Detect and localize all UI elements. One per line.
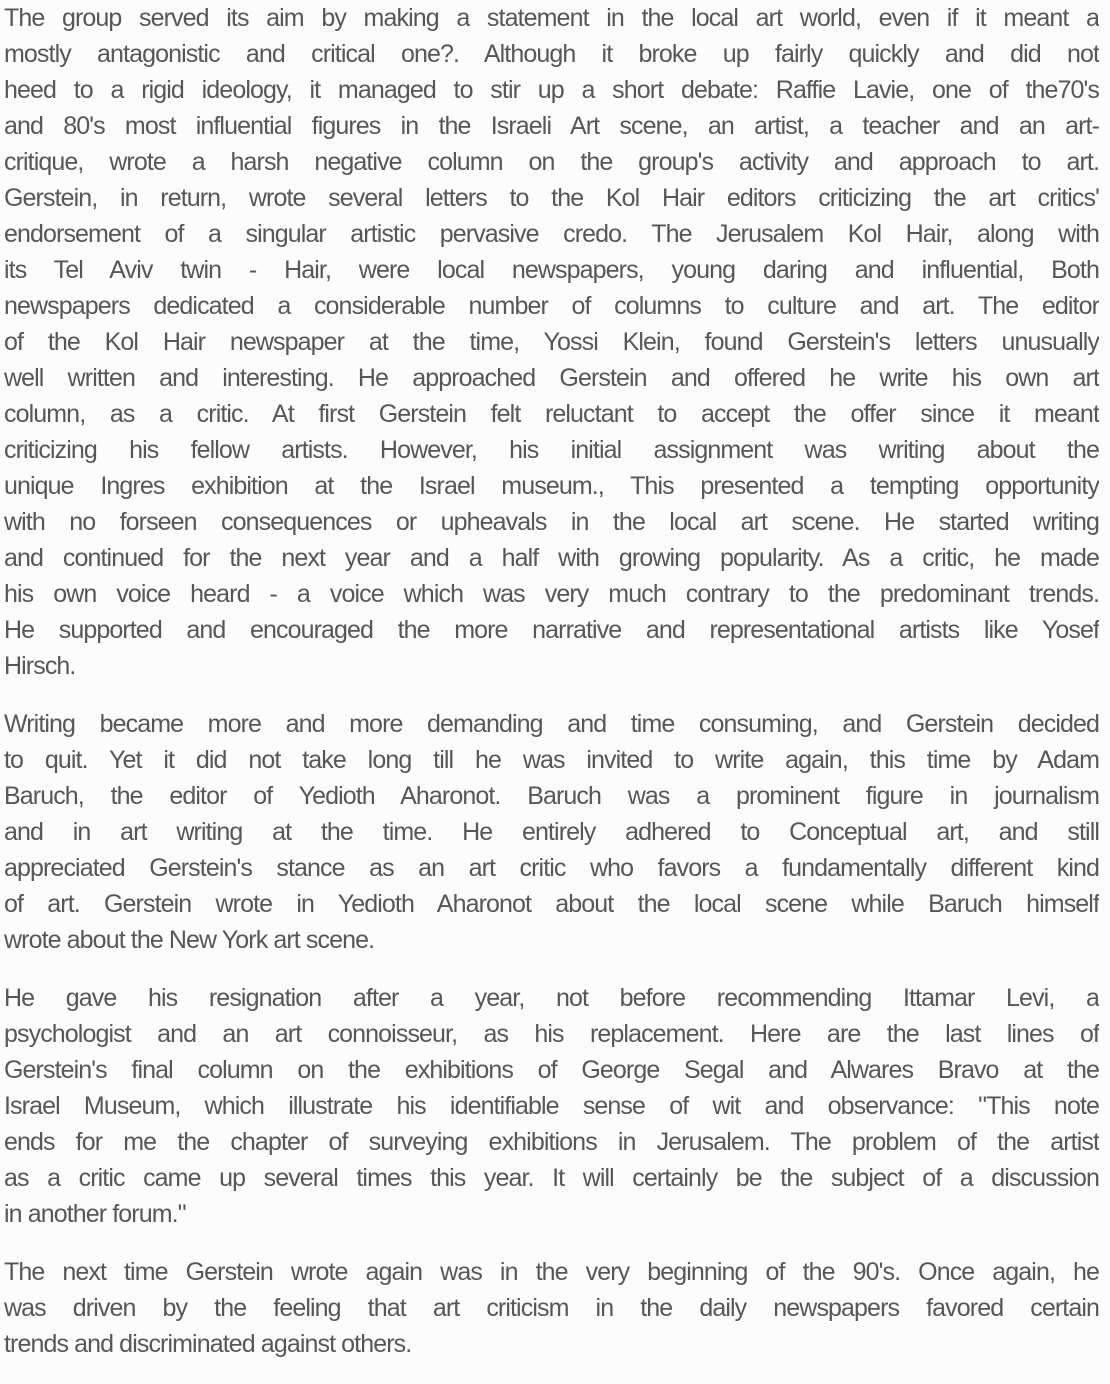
text-line: his own voice heard - a voice which was very much contrary to the predominant trends. xyxy=(4,580,1099,608)
text-line: mostly antagonistic and critical one?. Although it broke up fairly quickly and did not xyxy=(4,40,1099,68)
text-line: The group served its aim by making a statement in the local art world, even if it meant a xyxy=(4,4,1099,32)
document-body xyxy=(4,0,1099,1384)
text-line: was driven by the feeling that art criticism in the daily newspapers favored certain xyxy=(4,1294,1099,1322)
text-line: in another forum." xyxy=(4,1200,186,1228)
text-line: and continued for the next year and a half with growing popularity. As a critic, he made xyxy=(4,544,1099,572)
text-line: Gerstein's final column on the exhibitions of George Segal and Alwares Bravo at the xyxy=(4,1056,1099,1084)
text-line: The next time Gerstein wrote again was in the very beginning of the 90's. Once again, he xyxy=(4,1258,1099,1286)
text-line: Israel Museum, which illustrate his identifiable sense of wit and observance: "This note xyxy=(4,1092,1099,1120)
text-line: He supported and encouraged the more narrative and representational artists like Yosef xyxy=(4,616,1099,644)
text-line: Hirsch. xyxy=(4,652,76,680)
text-line: and in art writing at the time. He entirely adhered to Conceptual art, and still xyxy=(4,818,1099,846)
text-line: newspapers dedicated a considerable number of columns to culture and art. The editor xyxy=(4,292,1099,320)
text-line: critique, wrote a harsh negative column on the group's activity and approach to art. xyxy=(4,148,1099,176)
paragraph-4 xyxy=(4,1254,1099,1362)
paragraph-1 xyxy=(4,0,1099,684)
text-line: well written and interesting. He approached Gerstein and offered he write his own art xyxy=(4,364,1099,392)
text-line: as a critic came up several times this year. It will certainly be the subject of a discussion xyxy=(4,1164,1099,1192)
text-line: psychologist and an art connoisseur, as his replacement. Here are the last lines of xyxy=(4,1020,1099,1048)
text-line: appreciated Gerstein's stance as an art critic who favors a fundamentally different kind xyxy=(4,854,1099,882)
text-line: column, as a critic. At first Gerstein felt reluctant to accept the offer since it meant xyxy=(4,400,1099,428)
text-line: and 80's most influential figures in the Israeli Art scene, an artist, a teacher and an art- xyxy=(4,112,1099,140)
paragraph-3 xyxy=(4,980,1099,1232)
text-line: its Tel Aviv twin - Hair, were local newspapers, young daring and influential, Both xyxy=(4,256,1099,284)
text-line: with no forseen consequences or upheavals in the local art scene. He started writing xyxy=(4,508,1099,536)
text-line: trends and discriminated against others. xyxy=(4,1330,412,1358)
text-line: criticizing his fellow artists. However, his initial assignment was writing about the xyxy=(4,436,1099,464)
text-line: endorsement of a singular artistic pervasive credo. The Jerusalem Kol Hair, along with xyxy=(4,220,1099,248)
text-line: to quit. Yet it did not take long till he was invited to write again, this time by Adam xyxy=(4,746,1099,774)
text-line: wrote about the New York art scene. xyxy=(4,926,375,954)
text-line: ends for me the chapter of surveying exhibitions in Jerusalem. The problem of the artist xyxy=(4,1128,1099,1156)
text-line: unique Ingres exhibition at the Israel museum., This presented a tempting opportunity xyxy=(4,472,1099,500)
text-line: Gerstein, in return, wrote several letters to the Kol Hair editors criticizing the art critics' xyxy=(4,184,1099,212)
paragraph-2 xyxy=(4,706,1099,958)
text-line: of art. Gerstein wrote in Yedioth Aharonot about the local scene while Baruch himself xyxy=(4,890,1099,918)
text-line: Writing became more and more demanding and time consuming, and Gerstein decided xyxy=(4,710,1099,738)
text-line: of the Kol Hair newspaper at the time, Yossi Klein, found Gerstein's letters unusually xyxy=(4,328,1099,356)
text-line: Baruch, the editor of Yedioth Aharonot. Baruch was a prominent figure in journalism xyxy=(4,782,1099,810)
text-line: He gave his resignation after a year, not before recommending Ittamar Levi, a xyxy=(4,984,1099,1012)
text-line: heed to a rigid ideology, it managed to stir up a short debate: Raffie Lavie, one of the70's xyxy=(4,76,1099,104)
